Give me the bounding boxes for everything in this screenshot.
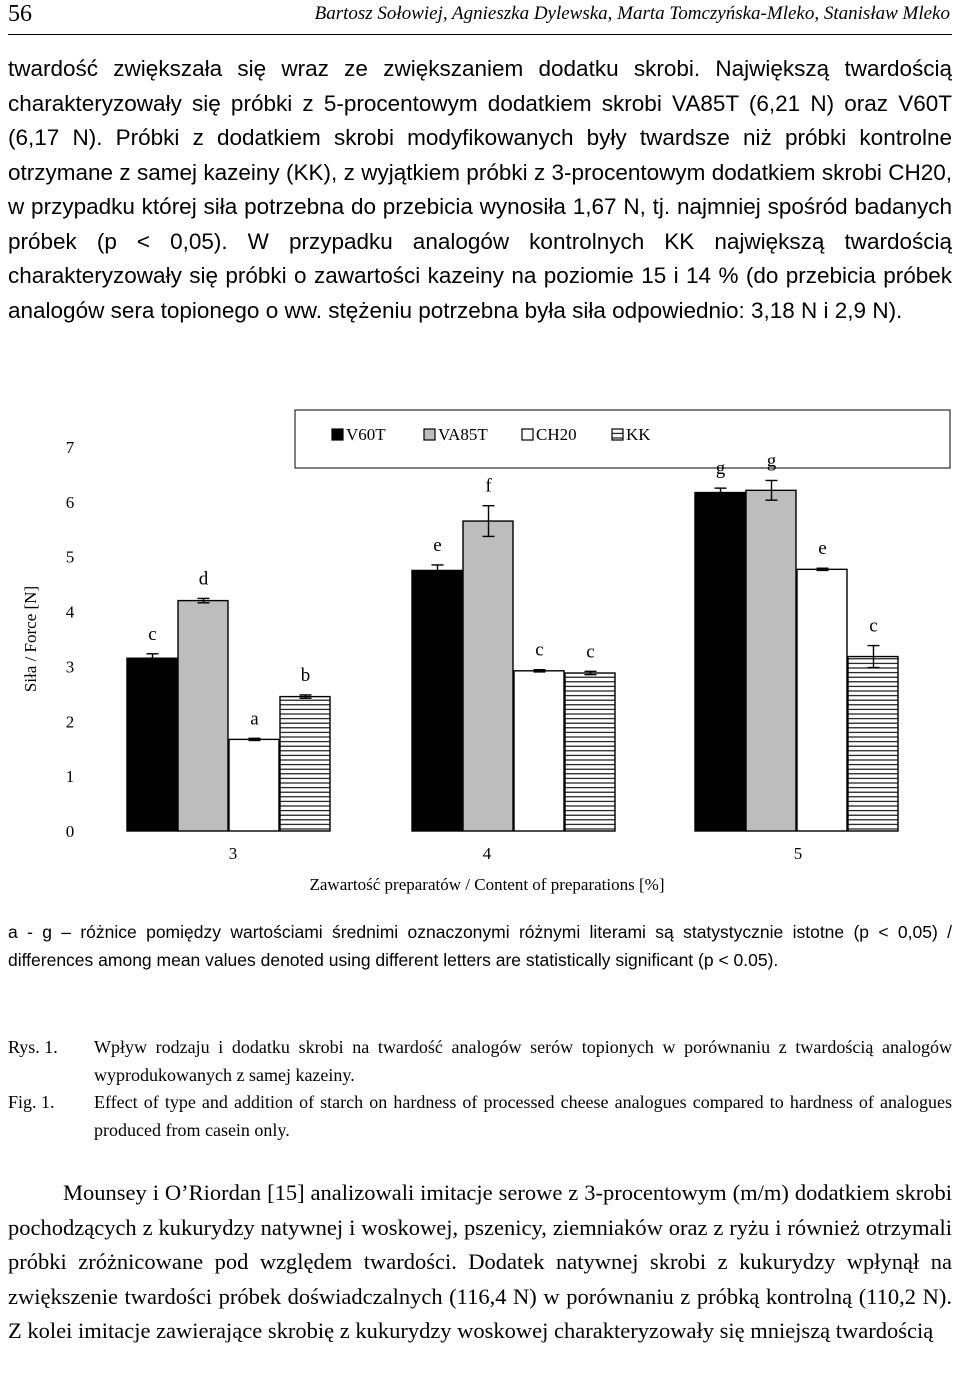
significance-letter-CH20-4: c: [535, 639, 544, 661]
bar-VA85T-5: [746, 490, 796, 831]
bar-CH20-5: [797, 569, 847, 831]
significance-letter-KK-5: c: [869, 615, 878, 637]
figure-caption-english: Effect of type and addition of starch on hardness of processed cheese analogues compared to hardness of analogues produced from casein only.: [94, 1092, 952, 1140]
y-tick-label-0: 0: [65, 822, 75, 841]
bar-VA85T-4: [463, 521, 513, 831]
y-tick-label-1: 1: [65, 767, 75, 787]
significance-letter-VA85T-4: f: [485, 475, 492, 497]
y-tick-label-4: 4: [65, 602, 75, 622]
significance-letter-V60T-5: g: [715, 458, 726, 480]
significance-letter-KK-4: c: [586, 641, 595, 663]
legend-label-VA85T: VA85T: [438, 425, 488, 444]
legend-swatch-VA85T: [424, 429, 435, 440]
bar-KK-3: [280, 697, 330, 831]
legend-swatch-V60T: [332, 429, 343, 440]
legend-swatch-KK: [612, 429, 623, 440]
bar-CH20-4: [514, 671, 564, 831]
y-axis-title: Siła / Force [N]: [21, 585, 40, 693]
significance-letter-VA85T-3: d: [198, 568, 209, 590]
bar-KK-4: [565, 673, 615, 831]
significance-letter-CH20-3: a: [250, 708, 259, 730]
y-tick-label-7: 7: [65, 438, 75, 457]
significance-letter-KK-3: b: [300, 664, 311, 686]
page-number: 56: [8, 1, 32, 27]
bar-VA85T-3: [178, 601, 228, 831]
bar-V60T-3: [127, 658, 177, 831]
legend-label-CH20: CH20: [536, 425, 577, 444]
figure-caption-polish: Wpływ rodzaju i dodatku skrobi na twardość analogów serów topionych w porównaniu z twardością analogów wyprodukowanych z samej kazeiny.: [94, 1037, 952, 1085]
bar-chart: [0, 395, 960, 900]
figure-label-english: Fig. 1.: [8, 1092, 55, 1112]
y-tick-label-3: 3: [65, 657, 75, 677]
body-paragraph-2: Mounsey i O’Riordan [15] analizowali imitacje serowe z 3-procentowym (m/m) dodatkiem skrobi pochodzących z kukurydzy natywnej i woskowej, pszenicy, ziemniaków oraz z ryżu i również otrzymali próbki zróżnicowane pod względem twardości. Dodatek natywnej skrobi z kukurydzy wpłynął na zwiększenie twardości próbek doświadczalnych (116,4 N) w porównaniu z próbką kontrolną (110,2 N). Z kolei imitacje zawierające skrobię z kukurydzy woskowej charakteryzowały się mniejszą twardością: [8, 1180, 952, 1343]
bar-V60T-4: [412, 570, 462, 831]
body-paragraph-1: twardość zwiększała się wraz ze zwiększaniem dodatku skrobi. Największą twardością charakteryzowały się próbki z 5-procentowym dodatkiem skrobi VA85T (6,21 N) oraz V60T (6,17 N). Próbki z dodatkiem skrobi modyfikowanych były twardsze niż próbki kontrolne otrzymane z samej kazeiny (KK), z wyjątkiem próbki z 3-procentowym dodatkiem skrobi CH20, w przypadku której siła potrzebna do przebicia wynosiła 1,67 N, tj. najmniej spośród badanych próbek (p < 0,05). W przypadku analogów kontrolnych KK największą twardością charakteryzowały się próbki o zawartości kazeiny na poziomie 15 i 14 % (do przebicia próbek analogów sera topionego o ww. stężeniu potrzebna była siła odpowiednio: 3,18 N i 2,9 N).: [8, 56, 952, 323]
significance-letter-V60T-4: e: [433, 534, 442, 556]
y-tick-label-2: 2: [65, 712, 75, 732]
y-tick-label-5: 5: [65, 547, 75, 567]
x-tick-label-3: 3: [228, 844, 238, 863]
bar-KK-5: [848, 657, 898, 831]
bar-V60T-5: [695, 493, 745, 831]
legend-label-V60T: V60T: [346, 425, 386, 444]
y-tick-label-6: 6: [65, 492, 75, 512]
significance-letter-V60T-3: c: [148, 623, 157, 645]
x-tick-label-4: 4: [482, 844, 492, 863]
significance-letter-VA85T-5: g: [766, 450, 777, 472]
running-header: [8, 0, 952, 35]
x-axis-title: Zawartość preparatów / Content of preparations [%]: [309, 875, 665, 894]
significance-footnote: a - g – różnice pomiędzy wartościami średnimi oznaczonymi różnymi literami są statystycznie istotne (p < 0,05) / differences among mean values denoted using different letters are statistically significant (p < 0.05).: [8, 922, 952, 970]
figure-label-polish: Rys. 1.: [8, 1037, 58, 1057]
running-header-authors: Bartosz Sołowiej, Agnieszka Dylewska, Marta Tomczyńska-Mleko, Stanisław Mleko: [314, 3, 950, 24]
bar-CH20-3: [229, 739, 279, 831]
significance-letter-CH20-5: e: [818, 538, 827, 560]
legend-label-KK: KK: [626, 425, 651, 444]
legend-swatch-CH20: [522, 429, 533, 440]
x-tick-label-5: 5: [793, 844, 803, 863]
